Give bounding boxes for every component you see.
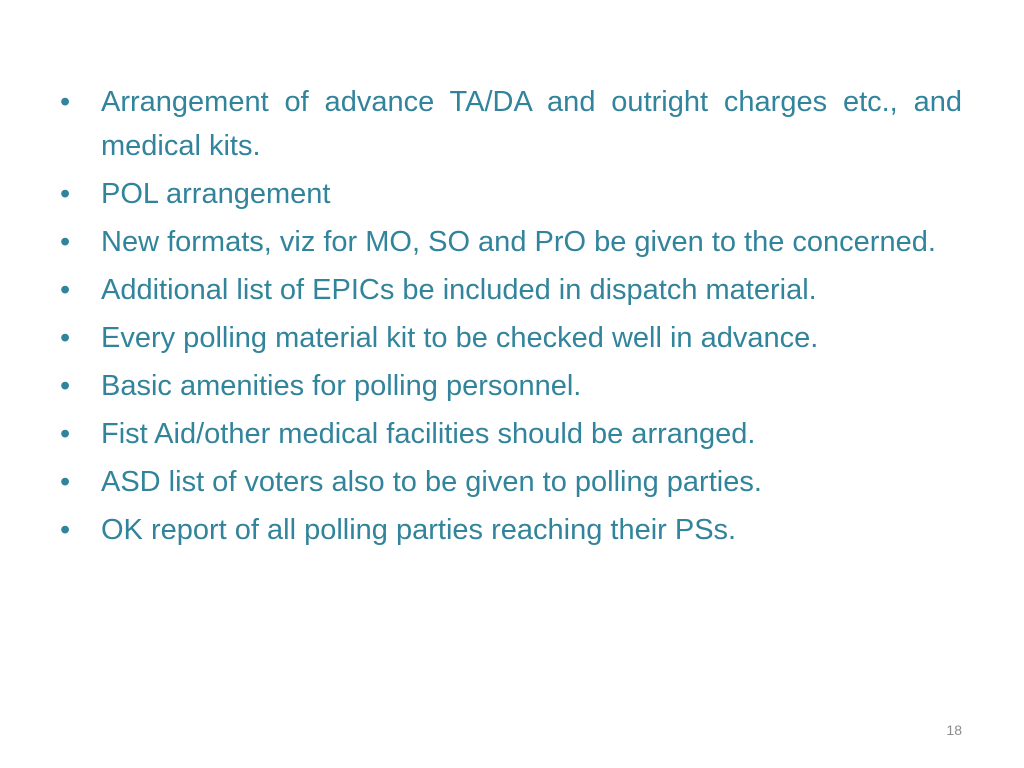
bullet-text: Every polling material kit to be checked well in advance.	[101, 322, 819, 354]
bullet-item	[60, 412, 962, 456]
bullet-text: OK report of all polling parties reaching their PSs.	[101, 514, 737, 546]
bullet-text: ASD list of voters also to be given to polling parties.	[101, 466, 762, 498]
bullet-icon: •	[60, 274, 71, 306]
bullet-list	[60, 80, 962, 556]
page-number: 18	[946, 722, 962, 738]
bullet-icon: •	[60, 86, 71, 118]
bullet-text: Arrangement of advance TA/DA and outright charges etc., and medical kits.	[101, 86, 962, 162]
bullet-text: Basic amenities for polling personnel.	[101, 370, 582, 402]
bullet-icon: •	[60, 466, 71, 498]
bullet-item	[60, 268, 962, 312]
bullet-icon: •	[60, 178, 71, 210]
bullet-item	[60, 172, 962, 216]
bullet-item	[60, 460, 962, 504]
bullet-text: Additional list of EPICs be included in dispatch material.	[101, 274, 817, 306]
bullet-item	[60, 316, 962, 360]
bullet-item	[60, 364, 962, 408]
bullet-text: New formats, viz for MO, SO and PrO be given to the concerned.	[101, 226, 936, 258]
bullet-icon: •	[60, 370, 71, 402]
bullet-icon: •	[60, 322, 71, 354]
bullet-item	[60, 220, 962, 264]
bullet-text: Fist Aid/other medical facilities should be arranged.	[101, 418, 756, 450]
bullet-icon: •	[60, 514, 71, 546]
bullet-item	[60, 80, 962, 168]
bullet-icon: •	[60, 226, 71, 258]
bullet-text: POL arrangement	[101, 178, 331, 210]
bullet-item	[60, 508, 962, 552]
bullet-icon: •	[60, 418, 71, 450]
